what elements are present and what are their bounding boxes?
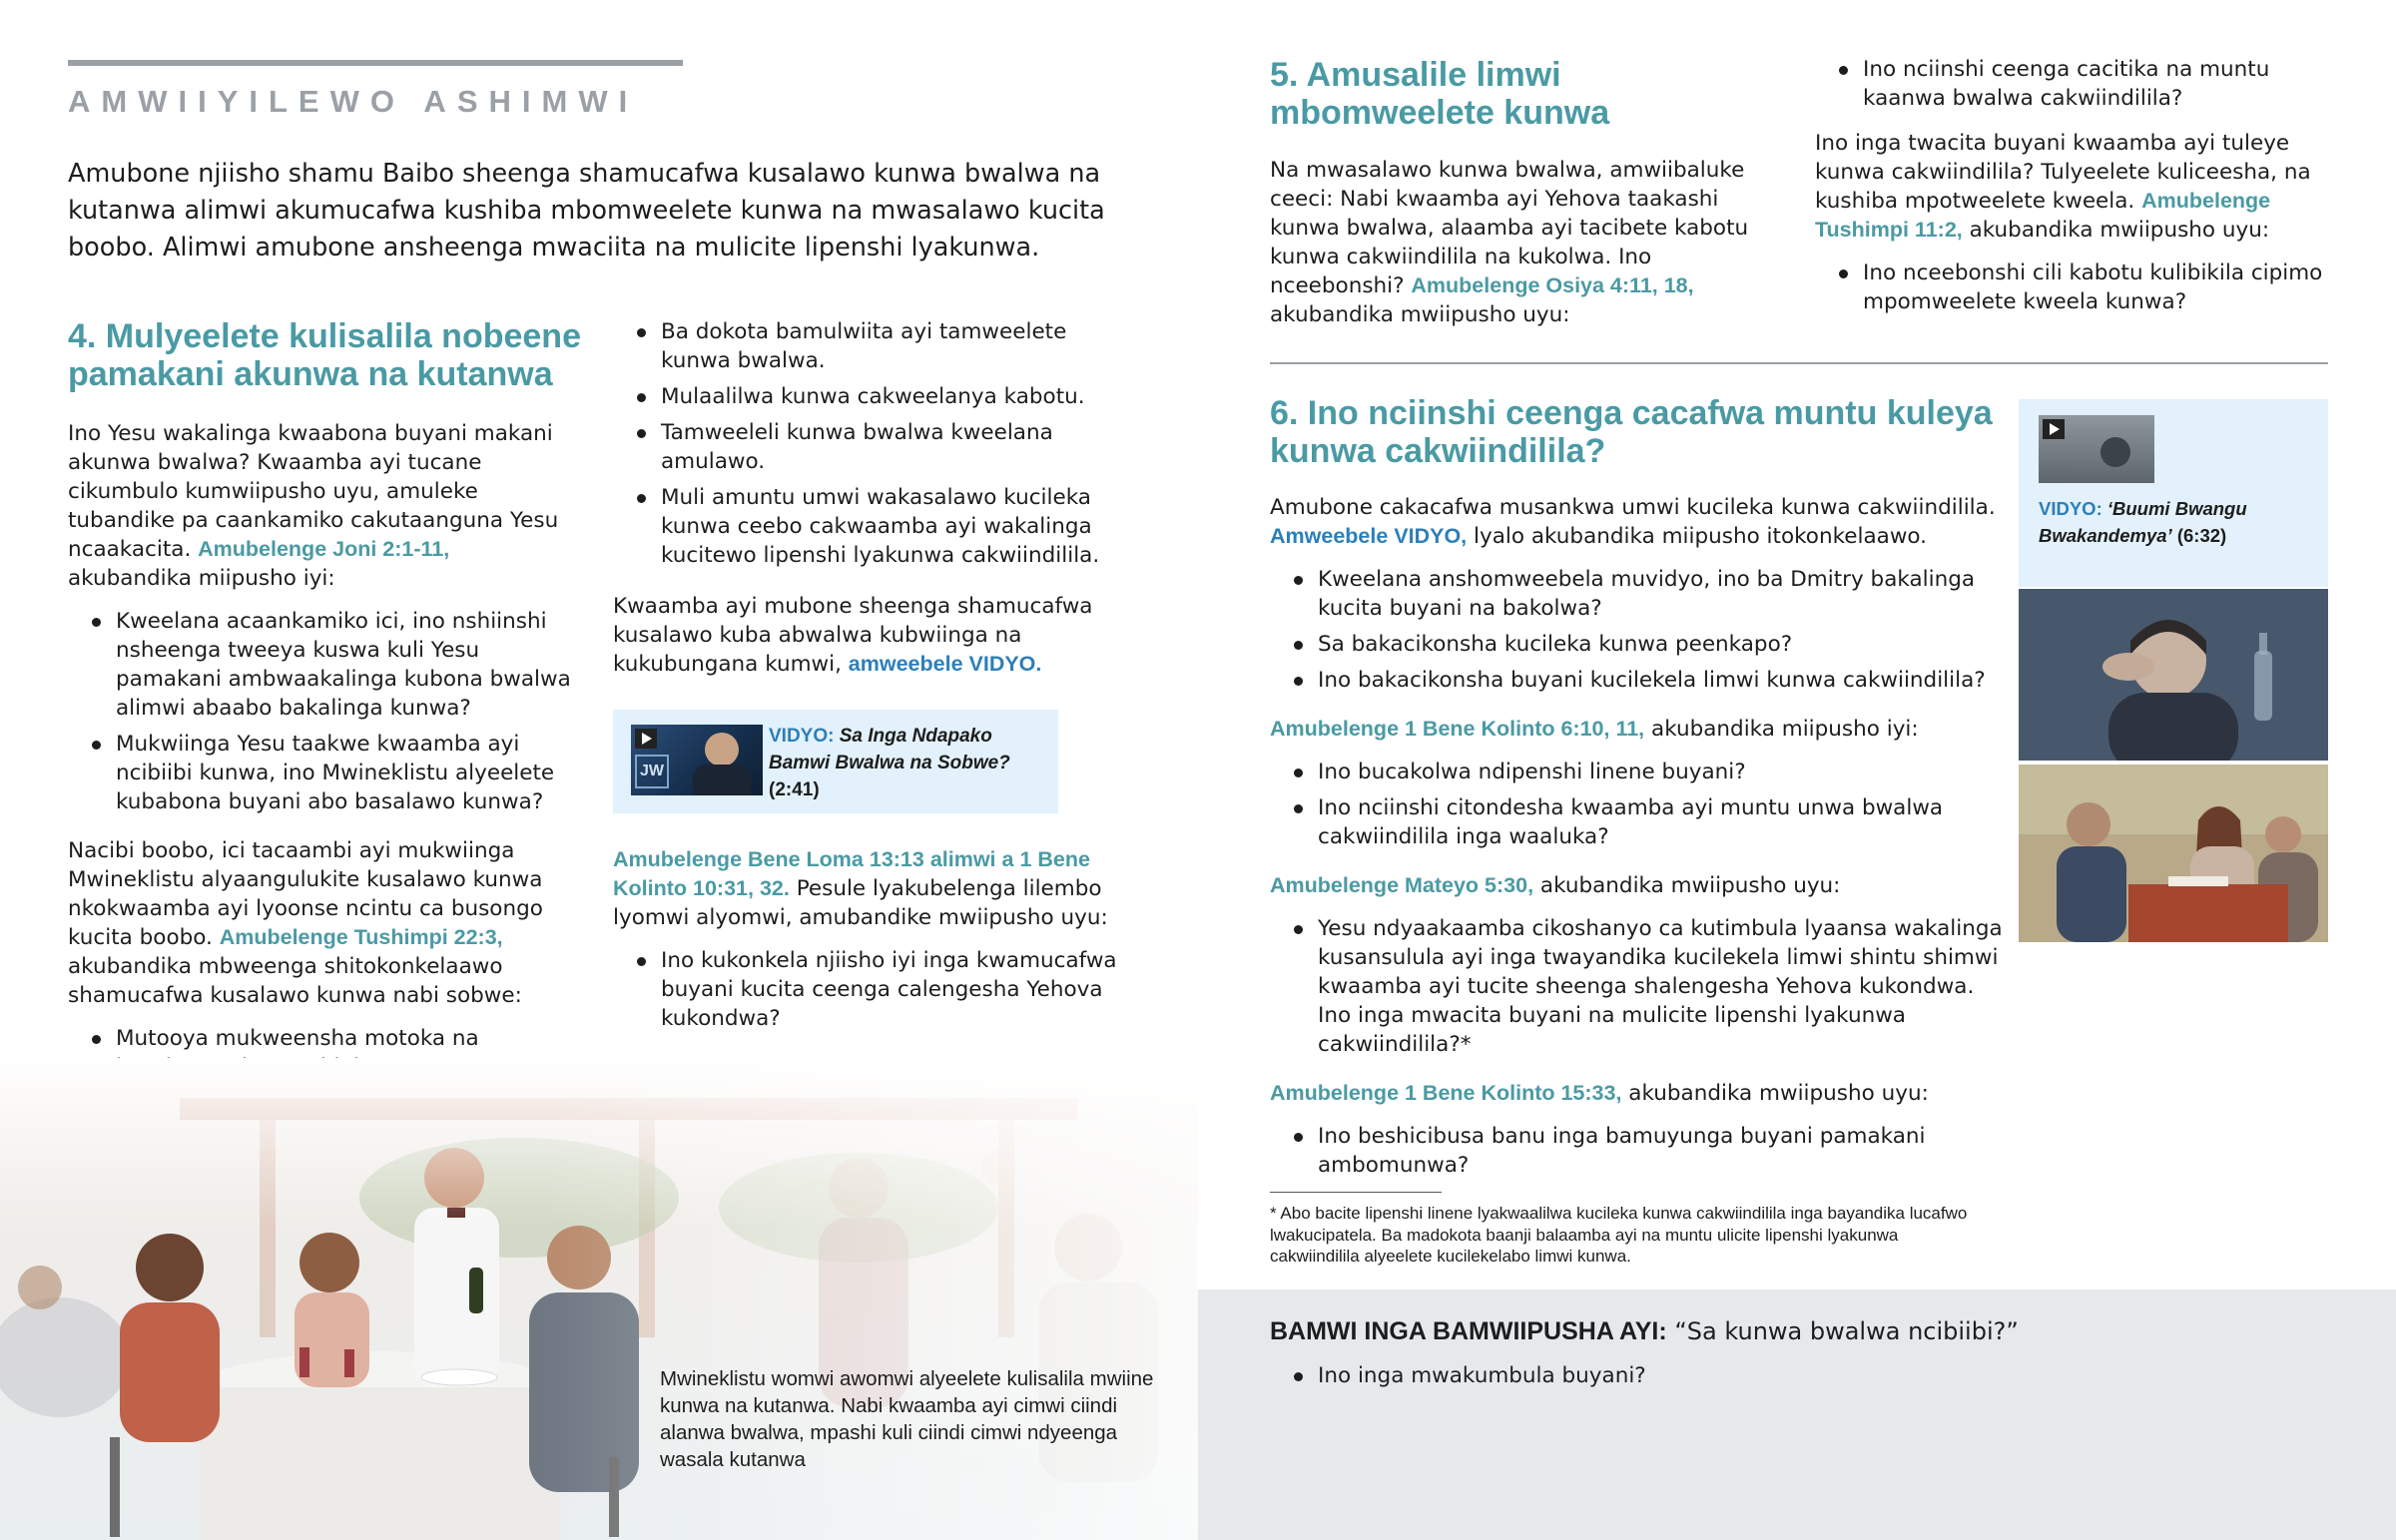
discussion-question xyxy=(1270,1315,2348,1347)
list-item: Tamweeleli kunwa bwalwa kweelana amulawo. xyxy=(613,418,1132,476)
presenter-body xyxy=(693,765,751,795)
play-icon[interactable] xyxy=(635,729,657,749)
section-divider xyxy=(1270,362,2328,364)
scripture-link[interactable]: Amubelenge Mateyo 5:30, xyxy=(1270,873,1534,897)
para-tail: akubandika miipusho iyi: xyxy=(68,566,335,591)
discussion-box xyxy=(1198,1289,2396,1540)
section-label: AMWIIYILEWO ASHIMWI xyxy=(68,84,639,119)
section5-heading: 5. Amusalile limwi mbomweelete kunwa xyxy=(1270,56,1610,132)
presenter-figure xyxy=(705,733,739,767)
discussion-quote: “Sa kunwa bwalwa ncibiibi?” xyxy=(1674,1317,2019,1345)
section5-bullets2 xyxy=(1815,258,2354,316)
distressed-man-photo xyxy=(2019,589,2328,761)
list-item: Mukwiinga Yesu taakwe kwaamba ayi ncibiibi kunwa, ino Mwineklistu alyeelete kubabona buyani abo basalawo kunwa? xyxy=(68,730,577,816)
section5-bullets1 xyxy=(1815,55,2354,113)
illustration-caption: Mwineklistu womwi awomwi alyeelete kulisalila mwiine kunwa na kutanwa. Nabi kwaamba ayi cimwi ciindi alanwa bwalwa, mpashi kuli ciindi cimwi ndyeenga wasala kutanwa xyxy=(660,1367,1154,1471)
section5-para1 xyxy=(1270,156,1779,329)
section5-para2 xyxy=(1815,129,2354,245)
list-item: Muli amuntu umwi wakasalawo kucileka kunwa ceebo cakwaamba ayi wakalinga kucitewo lipenshi lyakunwa cakwiindilila. xyxy=(613,483,1132,570)
para-tail: akubandika mwiipusho uyu: xyxy=(1969,218,2270,243)
thumbnail-figure xyxy=(2100,437,2130,467)
discussion-label: BAMWI INGA BAMWIIPUSHA AYI: xyxy=(1270,1317,1667,1345)
list-item: Mulaalilwa kunwa cakweelanya kabotu. xyxy=(613,382,1132,411)
list-item: Ino bucakolwa ndipenshi linene buyani? xyxy=(1270,758,2009,786)
video-title: ‘Buumi Bwangu Bwakandemya’ xyxy=(2039,498,2247,546)
video-title: Sa Inga Ndapako Bamwi Bwalwa na Sobwe? xyxy=(769,726,1010,773)
section6-bullets3 xyxy=(1270,914,2009,1059)
section4-heading: 4. Mulyeelete kulisalila nobeene pamakani akunwa na kutanwa xyxy=(68,317,581,393)
video-duration: (6:32) xyxy=(2176,525,2227,546)
para-tail: akubandika miipusho iyi: xyxy=(1651,717,1919,742)
section6-para1 xyxy=(1270,493,2009,551)
section6-ref4 xyxy=(1270,1079,2009,1108)
video-label xyxy=(769,723,1050,803)
scripture-link[interactable]: Amubelenge Osiya 4:11, 18, xyxy=(1411,273,1694,297)
footnote: * Abo bacite lipenshi linene lyakwaalilwa kucileka kunwa cakwiindilila inga bayandika lucafwo lwakucipatela. Ba madokota baanji balaamba ayi na muntu ulicite lipenshi lyakunwa cakwiindilila alyeelete kucilekelabo limwi kunwa. xyxy=(1270,1204,1968,1266)
scripture-link[interactable]: Amubelenge 1 Bene Kolinto 6:10, 11, xyxy=(1270,717,1645,741)
para-tail: akubandika mbweenga shitokonkelaawo shamucafwa kusalawo kunwa nabi sobwe: xyxy=(68,954,522,1008)
para-text: Nacibi boobo, ici tacaambi ayi mukwiinga Mwineklistu alyaangulukite kusalawo kunwa nkokwaamba ayi lyoonse ncintu ca busongo kucita boobo. xyxy=(68,838,543,950)
para-text: Amubone cakacafwa musankwa umwi kucileka kunwa cakwiindilila. xyxy=(1270,495,1996,520)
section6-ref3 xyxy=(1270,871,2009,900)
discussion-bullets xyxy=(1270,1361,2268,1397)
section6-ref2 xyxy=(1270,715,2009,744)
video-thumbnail[interactable] xyxy=(2039,415,2154,483)
scripture-link[interactable]: Amubelenge Joni 2:1-11, xyxy=(198,537,450,561)
section4-left-column xyxy=(68,419,577,1125)
section5-right-column xyxy=(1815,55,2354,323)
video-duration: (2:41) xyxy=(769,779,820,800)
list-item: Ino nciinshi citondesha kwaamba ayi muntu unwa bwalwa cakwiindilila inga waaluka? xyxy=(1270,793,2009,851)
video-link[interactable]: amweebele VIDYO. xyxy=(848,652,1042,676)
scripture-link[interactable]: Amubelenge 1 Bene Kolinto 15:33, xyxy=(1270,1081,1622,1105)
para-tail: akubandika mwiipusho uyu: xyxy=(1628,1081,1929,1106)
family-study-photo xyxy=(2019,765,2328,942)
list-item: Ino nciinshi ceenga cacitika na muntu kaanwa bwalwa cakwiindilila? xyxy=(1815,55,2354,113)
para-tail: lyalo akubandika miipusho itokonkelaawo. xyxy=(1474,524,1928,549)
video-kind: VIDYO: xyxy=(2039,498,2102,519)
right-page xyxy=(1198,0,2396,1540)
distressed-man-image xyxy=(2019,589,2328,761)
section4-bullets1 xyxy=(68,607,577,816)
section6-bullets4 xyxy=(1270,1122,2009,1180)
intro-paragraph: Amubone njiisho shamu Baibo sheenga shamucafwa kusalawo kunwa bwalwa na kutanwa alimwi akumucafwa kushiba mbomweelete kunwa na mwasalawo kucita boobo. Alimwi amubone ansheenga mwaciita na mulicite lipenshi lyakunwa. xyxy=(68,159,1105,262)
section4-para4 xyxy=(613,845,1132,932)
play-icon[interactable] xyxy=(2043,419,2065,439)
list-item: Ino inga mwakumbula buyani? xyxy=(1270,1361,2268,1390)
para-tail: Pesule lyakubelenga lilembo lyomwi alyomwi, amubandike mwiipusho uyu: xyxy=(613,876,1108,930)
list-item: Ino beshicibusa banu inga bamuyunga buyani pamakani ambomunwa? xyxy=(1270,1122,2009,1180)
list-item: Sa bakacikonsha kucileka kunwa peenkapo? xyxy=(1270,630,2009,659)
footnote-rule xyxy=(1270,1192,1442,1193)
video-link[interactable]: Amweebele VIDYO, xyxy=(1270,524,1468,548)
list-item: Ino nceebonshi cili kabotu kulibikila cipimo mpomweelete kweela kunwa? xyxy=(1815,258,2354,316)
list-item: Kweelana acaankamiko ici, ino nshiinshi nsheenga tweeya kuswa kuli Yesu pamakani ambwaakalinga kubona bwalwa alimwi abaabo bakalinga kunwa? xyxy=(68,607,577,723)
para-text: Ino inga twacita buyani kwaamba ayi tuleye kunwa cakwiindilila? Tulyeelete kuliceesha, na kushiba mpotweelete kweela. xyxy=(1815,131,2311,214)
section-rule xyxy=(68,60,683,66)
video-box[interactable] xyxy=(613,710,1058,813)
para-text: Ino Yesu wakalinga kwaabona buyani makani akunwa bwalwa? Kwaamba ayi tucane cikumbulo kumwiipusho uyu, amuleke tubandike pa caankamiko cakutaanguna Yesu ncaakacita. xyxy=(68,421,559,562)
list-item: Mutooya mukweensha motoka na xyxy=(68,1024,577,1082)
video-kind: VIDYO: xyxy=(769,726,835,747)
family-study-image xyxy=(2019,765,2328,942)
section4-bullets4 xyxy=(613,946,1132,1033)
list-item: Ino bakacikonsha buyani kucilekela limwi kunwa cakwiindilila? xyxy=(1270,666,2009,695)
para-text: Kwaamba ayi mubone sheenga shamucafwa kusalawo kuba abwalwa kubwiinga na kukubungana kumwi, xyxy=(613,594,1093,677)
section6-bullets1 xyxy=(1270,565,2009,695)
scripture-link[interactable]: Amubelenge Tushimpi 11:2, xyxy=(1815,189,2271,242)
section6-bullets2 xyxy=(1270,758,2009,851)
list-item: Ino kukonkela njiisho iyi inga kwamucafwa buyani kucita ceenga calengesha Yehova kukondwa? xyxy=(613,946,1132,1033)
para-tail: akubandika mwiipusho uyu: xyxy=(1539,873,1841,898)
section6-column xyxy=(1270,493,2009,1268)
list-item: Kweelana anshomweebela muvidyo, ino ba Dmitry bakalinga kucita buyani na bakolwa? xyxy=(1270,565,2009,623)
para-tail: akubandika mwiipusho uyu: xyxy=(1270,302,1570,327)
section4-bullets3 xyxy=(613,317,1132,570)
video-thumbnail[interactable] xyxy=(631,725,763,795)
section4-right-column-lower xyxy=(613,845,1132,1040)
scripture-link[interactable]: Amubelenge Tushimpi 22:3, xyxy=(219,925,503,949)
section4-para3 xyxy=(613,592,1132,679)
section4-para1 xyxy=(68,419,577,593)
scripture-link[interactable]: Amubelenge Bene Loma 13:13 alimwi a 1 Bene Kolinto 10:31, 32. xyxy=(613,847,1090,900)
video-label xyxy=(2039,495,2318,549)
video-box[interactable] xyxy=(2019,399,2328,587)
para-text: Na mwasalawo kunwa bwalwa, amwiibaluke ceeci: Nabi kwaamba ayi Yehova taakashi kunwa bwalwa, alaamba ayi tacibete kabotu kunwa cakwiindilila na kukolwa. Ino nceebonshi? xyxy=(1270,158,1749,298)
section6-heading: 6. Ino nciinshi ceenga cacafwa muntu kuleya kunwa cakwiindilila? xyxy=(1270,394,1993,470)
section4-para2 xyxy=(68,836,577,1010)
jw-logo-icon: JW xyxy=(635,755,669,788)
list-item: Ba dokota bamulwiita ayi tamweelete kunwa bwalwa. xyxy=(613,317,1132,375)
section4-right-column xyxy=(613,317,1132,679)
list-item: Yesu ndyaakaamba cikoshanyo ca kutimbula lyaansa wakalinga kusansulula ayi inga twayandika kucilekela limwi shintu shimwi kwaamba ayi tucite sheenga shalengesha Yehova kukondwa. Ino inga mwacita buyani na mulicite lipenshi lyakunwa cakwiindilila?* xyxy=(1270,914,2009,1059)
